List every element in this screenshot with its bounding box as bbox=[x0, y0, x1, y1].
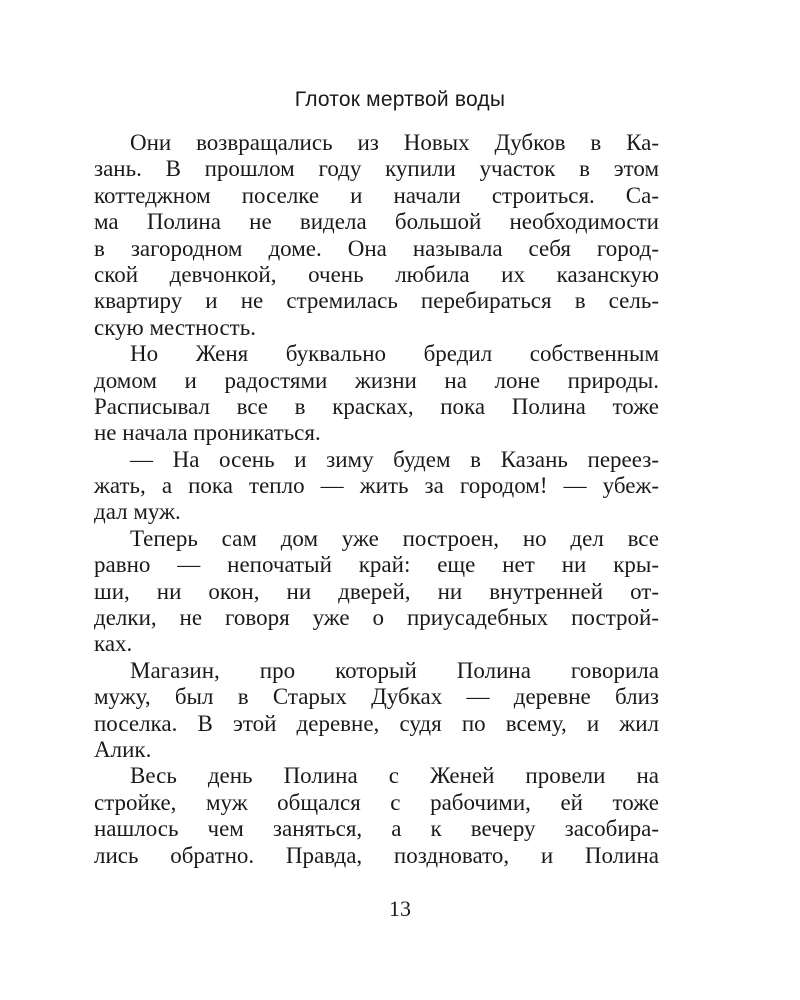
text-line: равно — непочатый край: еще нет ни кры- bbox=[94, 552, 659, 578]
text-line: мужу, был в Старых Дубках — деревне близ bbox=[94, 684, 659, 710]
text-line: Они возвращались из Новых Дубков в Ка- bbox=[130, 130, 659, 155]
text-line: ской девчонкой, очень любила их казанскую bbox=[94, 261, 659, 287]
text-line: лись обратно. Правда, поздновато, и Полина bbox=[94, 842, 659, 868]
text-line: нашлось чем заняться, а к вечеру засобира- bbox=[94, 816, 659, 842]
text-line: Теперь сам дом уже построен, но дел все bbox=[130, 525, 659, 551]
text-line: делки, не говоря уже о приусадебных построй- bbox=[94, 605, 659, 631]
text-line: жать, а пока тепло — жить за городом! — убеж- bbox=[94, 473, 659, 499]
text-line: ках. bbox=[94, 631, 133, 657]
text-line: домом и радостями жизни на лоне природы. bbox=[94, 367, 659, 393]
text-line: поселка. В этой деревне, судя по всему, и жил bbox=[94, 710, 659, 736]
running-header: Глоток мертвой воды bbox=[294, 88, 506, 111]
body-text bbox=[0, 130, 800, 869]
page-number: 13 bbox=[389, 896, 411, 921]
text-line: дал муж. bbox=[94, 499, 181, 525]
text-line: стройке, муж общался с рабочими, ей тоже bbox=[94, 789, 659, 815]
text-line: Расписывал все в красках, пока Полина тоже bbox=[94, 393, 659, 419]
text-line: Алик. bbox=[94, 736, 152, 762]
text-line: зань. В прошлом году купили участок в этом bbox=[94, 156, 659, 182]
text-line: — На осень и зиму будем в Казань переез- bbox=[130, 446, 659, 472]
text-line: скую местность. bbox=[94, 314, 256, 340]
text-line: Весь день Полина с Женей провели на bbox=[130, 763, 659, 789]
text-line: Но Женя буквально бредил собственным bbox=[130, 341, 659, 367]
text-line: в загородном доме. Она называла себя город- bbox=[94, 235, 659, 261]
text-line: Магазин, про который Полина говорила bbox=[130, 657, 659, 683]
text-line: не начала проникаться. bbox=[94, 420, 321, 446]
text-line: коттеджном поселке и начали строиться. Са- bbox=[94, 182, 659, 208]
text-line: ма Полина не видела большой необходимости bbox=[94, 209, 659, 235]
text-line: ши, ни окон, ни дверей, ни внутренней от- bbox=[94, 578, 659, 604]
text-line: квартиру и не стремилась перебираться в сель- bbox=[94, 288, 659, 314]
